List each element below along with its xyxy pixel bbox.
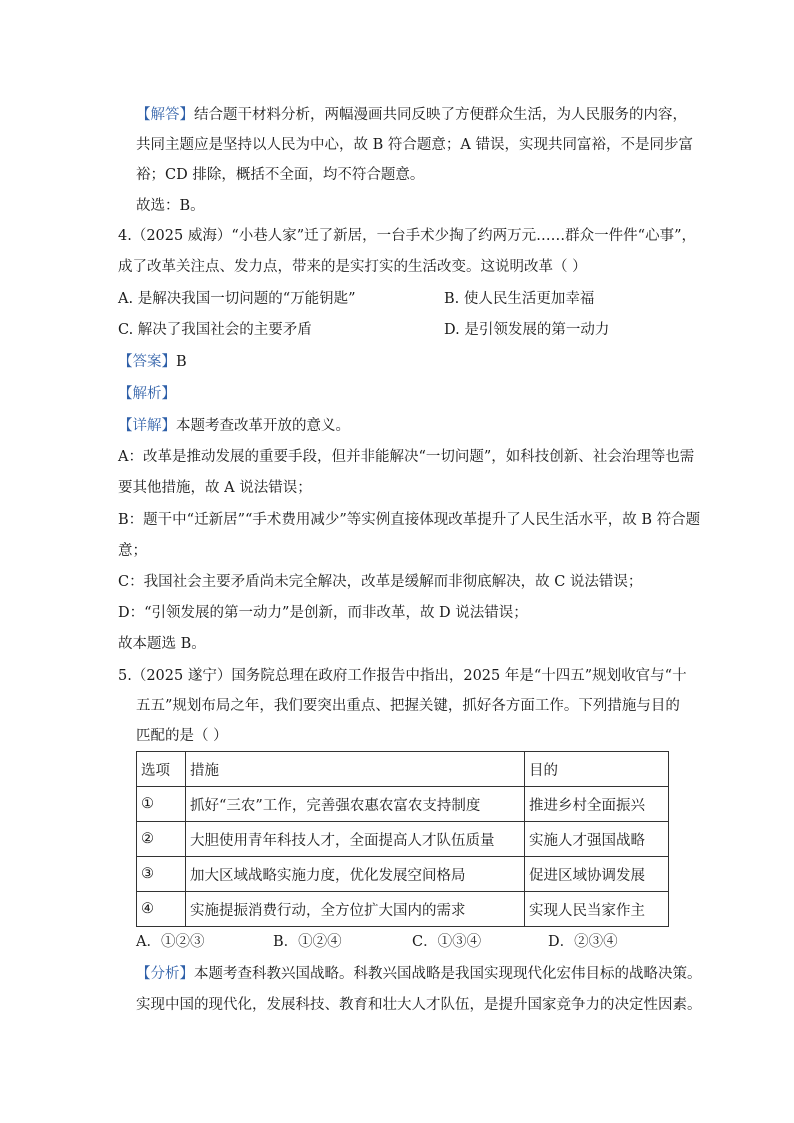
table-row xyxy=(137,787,669,822)
analysis-a-line-1: A：改革是推动发展的重要手段，但并非能解决“一切问题”，如科技创新、社会治理等也需 xyxy=(118,449,695,465)
q4-stem-line-2: 成了改革关注点、发力点，带来的是实打实的生活改变。这说明改革（ ） xyxy=(118,259,587,275)
xiangjie-line xyxy=(118,416,350,436)
jieda-tag: 【解答】 xyxy=(136,107,194,123)
fenxi-tag: 【分析】 xyxy=(136,966,194,982)
fenxi-line-1 xyxy=(136,964,702,984)
q4-answer xyxy=(118,352,187,372)
analysis-d-line: D：“引领发展的第一动力”是创新，而非改革，故 D 说法错误； xyxy=(118,605,528,621)
row-measure: 实施提振消费行动，全方位扩大国内的需求 xyxy=(186,892,525,927)
row-goal: 实施人才强国战略 xyxy=(525,822,669,857)
table-row xyxy=(137,822,669,857)
jieda-line-3: 裕；CD 排除，概括不全面，均不符合题意。 xyxy=(136,167,425,183)
row-num: ② xyxy=(137,822,186,857)
q4-option-c: C. 解决了我国社会的主要矛盾 xyxy=(118,322,312,338)
table-header-row xyxy=(137,752,669,787)
q5-choice-b: B．①②④ xyxy=(273,934,342,950)
header-goal: 目的 xyxy=(525,752,669,787)
analysis-a-line-2: 要其他措施，故 A 说法错误； xyxy=(118,480,312,496)
row-num: ③ xyxy=(137,857,186,892)
jiexi-tag: 【解析】 xyxy=(118,386,176,402)
q5-choice-a: A．①②③ xyxy=(136,934,205,950)
analysis-b-line-1: B：题干中“迁新居”“手术费用减少”等实例直接体现改革提升了人民生活水平，故 B 符合题 xyxy=(118,512,701,528)
q3-final-answer: 故选：B。 xyxy=(136,198,205,214)
q5-options-table xyxy=(136,751,669,927)
jiexi-heading xyxy=(118,384,176,404)
analysis-b-line-2: 意； xyxy=(118,543,147,559)
table-row xyxy=(137,892,669,927)
xiangjie-text: 本题考查改革开放的意义。 xyxy=(176,418,350,434)
q4-option-b: B. 使人民生活更加幸福 xyxy=(444,291,595,307)
q5-choice-d: D．②③④ xyxy=(548,934,618,950)
table-row xyxy=(137,857,669,892)
q4-conclusion: 故本题选 B。 xyxy=(118,636,206,652)
q5-stem-line-3: 匹配的是（ ） xyxy=(136,728,228,744)
q4-option-d: D. 是引领发展的第一动力 xyxy=(444,322,610,338)
jieda-line-1 xyxy=(136,105,687,125)
q5-stem-line-1: 5.（2025 遂宁）国务院总理在政府工作报告中指出，2025 年是“十四五”规划收官与“十 xyxy=(118,668,687,684)
row-goal: 实现人民当家作主 xyxy=(525,892,669,927)
row-measure: 加大区域战略实施力度，优化发展空间格局 xyxy=(186,857,525,892)
jieda-line-2: 共同主题应是坚持以人民为中心，故 B 符合题意；A 错误，实现共同富裕，不是同步富 xyxy=(136,137,693,153)
row-goal: 促进区域协调发展 xyxy=(525,857,669,892)
row-goal: 推进乡村全面振兴 xyxy=(525,787,669,822)
xiangjie-tag: 【详解】 xyxy=(118,418,176,434)
answer-value: B xyxy=(176,354,187,370)
header-option: 选项 xyxy=(137,752,186,787)
header-measure: 措施 xyxy=(186,752,525,787)
row-measure: 大胆使用青年科技人才，全面提高人才队伍质量 xyxy=(186,822,525,857)
answer-tag: 【答案】 xyxy=(118,354,176,370)
q4-option-a: A. 是解决我国一切问题的“万能钥匙” xyxy=(118,291,356,307)
q4-stem-line-1: 4.（2025 威海）“小巷人家”迁了新居，一台手术少掏了约两万元……群众一件件“心事”， xyxy=(118,228,696,244)
jieda-text-1: 结合题干材料分析，两幅漫画共同反映了方便群众生活，为人民服务的内容， xyxy=(194,107,687,123)
q5-stem-line-2: 五五”规划布局之年，我们要突出重点、把握关键，抓好各方面工作。下列措施与目的 xyxy=(136,698,680,714)
row-num: ① xyxy=(137,787,186,822)
analysis-c-line: C：我国社会主要矛盾尚未完全解决，改革是缓解而非彻底解决，故 C 说法错误； xyxy=(118,574,643,590)
q5-choice-c: C．①③④ xyxy=(412,934,482,950)
row-num: ④ xyxy=(137,892,186,927)
fenxi-line-2: 实现中国的现代化，发展科技、教育和壮大人才队伍，是提升国家竞争力的决定性因素。 xyxy=(136,997,702,1013)
fenxi-text-1: 本题考查科教兴国战略。科教兴国战略是我国实现现代化宏伟目标的战略决策。 xyxy=(194,966,702,982)
row-measure: 抓好“三农”工作，完善强农惠农富农支持制度 xyxy=(186,787,525,822)
